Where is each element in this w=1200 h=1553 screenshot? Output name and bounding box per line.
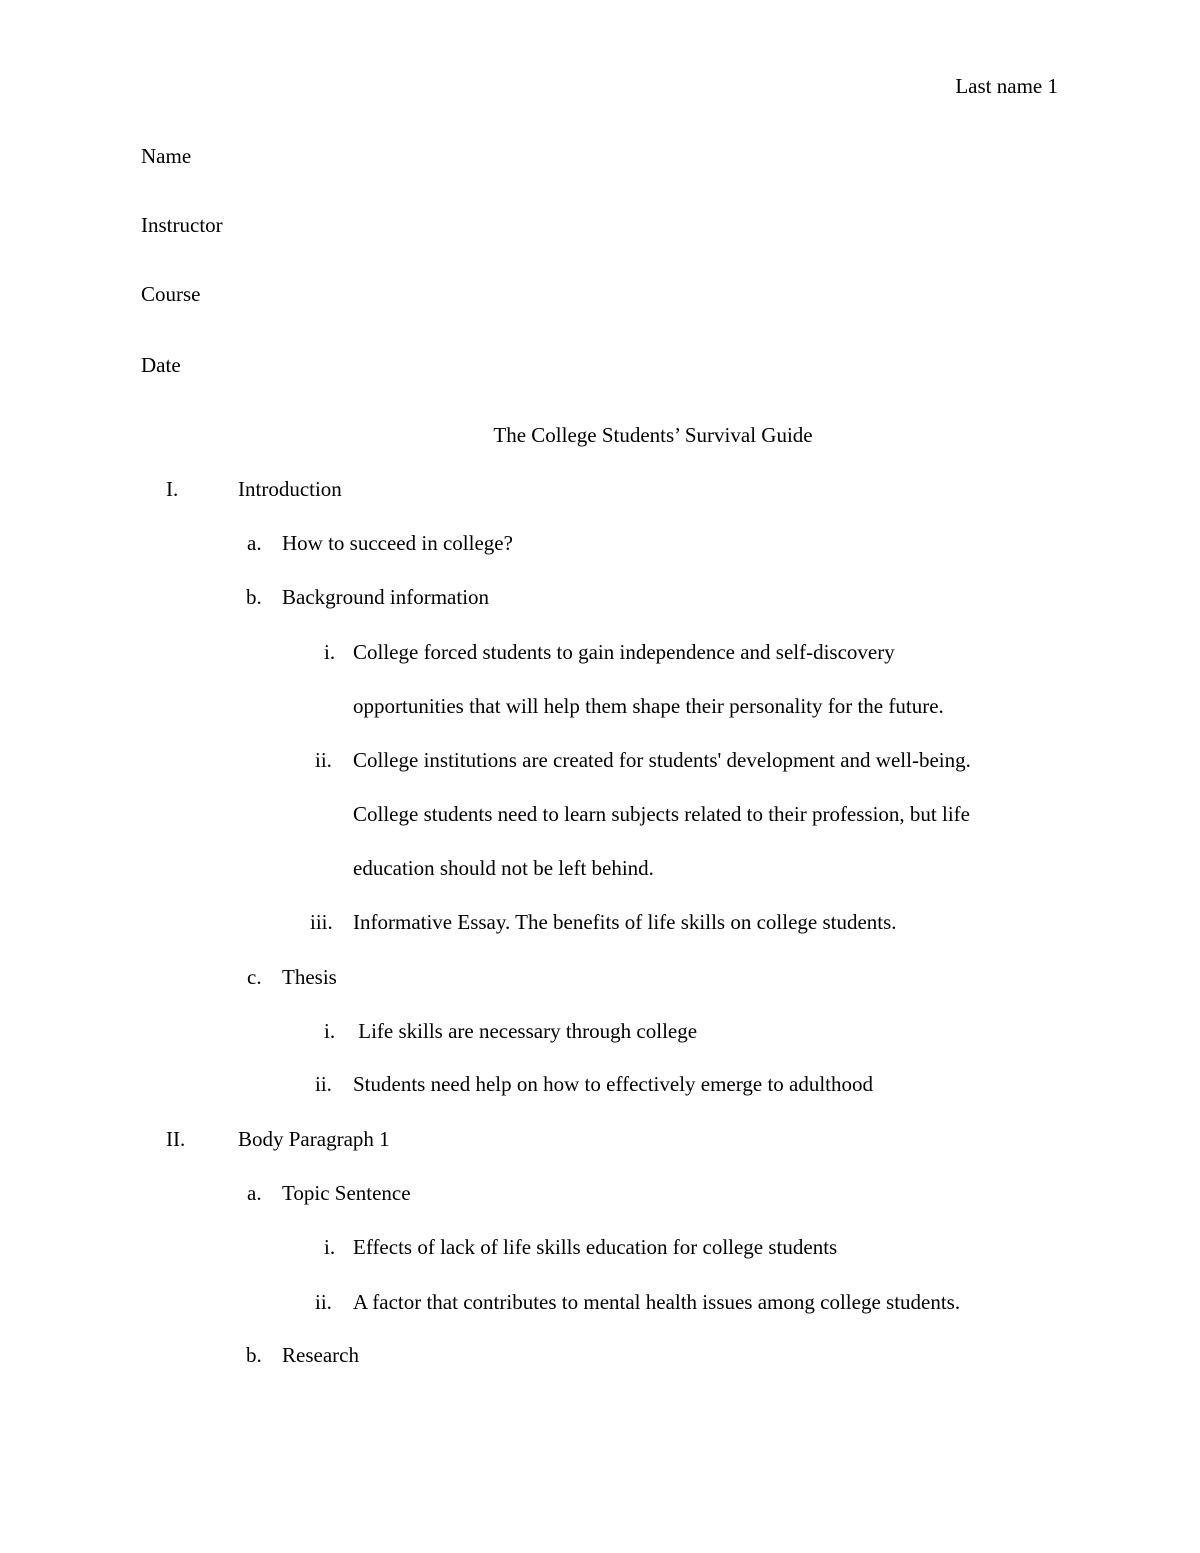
list-marker: i. [324,1019,336,1043]
list-marker: i. [324,640,336,664]
outline-item-topic-sentence: Topic Sentence [282,1181,411,1205]
list-marker: ii. [315,748,332,772]
outline-subitem-text: College institutions are created for students' development and well-being. [353,748,971,772]
list-marker: a. [247,1181,262,1205]
course-name: Course [141,282,201,306]
outline-subitem-text: opportunities that will help them shape their personality for the future. [353,694,944,718]
outline-subitem-text: Life skills are necessary through college [353,1019,698,1043]
outline-item-research: Research [282,1343,359,1367]
section-1-label: Introduction [238,477,342,501]
outline-subitem-text: Effects of lack of life skills education for college students [353,1235,838,1259]
outline-subitem-text: Informative Essay. The benefits of life skills on college students. [353,910,897,934]
list-marker: a. [247,531,262,555]
date-line: Date [141,353,181,377]
list-marker: i. [324,1235,336,1259]
outline-subitem-text: A factor that contributes to mental health issues among college students. [353,1290,961,1314]
outline-subitem-text: Students need help on how to effectively emerge to adulthood [353,1072,874,1096]
section-2-label: Body Paragraph 1 [238,1127,390,1151]
section-2-numeral: II. [166,1127,186,1151]
list-marker: c. [247,965,262,989]
list-marker: b. [246,1343,262,1367]
section-1-numeral: I. [166,477,179,501]
outline-subitem-text: education should not be left behind. [353,856,654,880]
outline-item-how-to-succeed: How to succeed in college? [282,531,513,555]
running-head: Last name 1 [955,74,1058,98]
list-marker: ii. [315,1072,332,1096]
instructor-name: Instructor [141,213,223,237]
list-marker: b. [246,585,262,609]
list-marker: ii. [315,1290,332,1314]
outline-item-background: Background information [282,585,490,609]
document-title: The College Students’ Survival Guide [493,423,813,447]
outline-item-thesis: Thesis [282,965,337,989]
outline-subitem-text: College forced students to gain independence and self-discovery [353,640,895,664]
outline-subitem-text: College students need to learn subjects related to their profession, but life [353,802,970,826]
student-name: Name [141,144,192,168]
list-marker: iii. [310,910,333,934]
